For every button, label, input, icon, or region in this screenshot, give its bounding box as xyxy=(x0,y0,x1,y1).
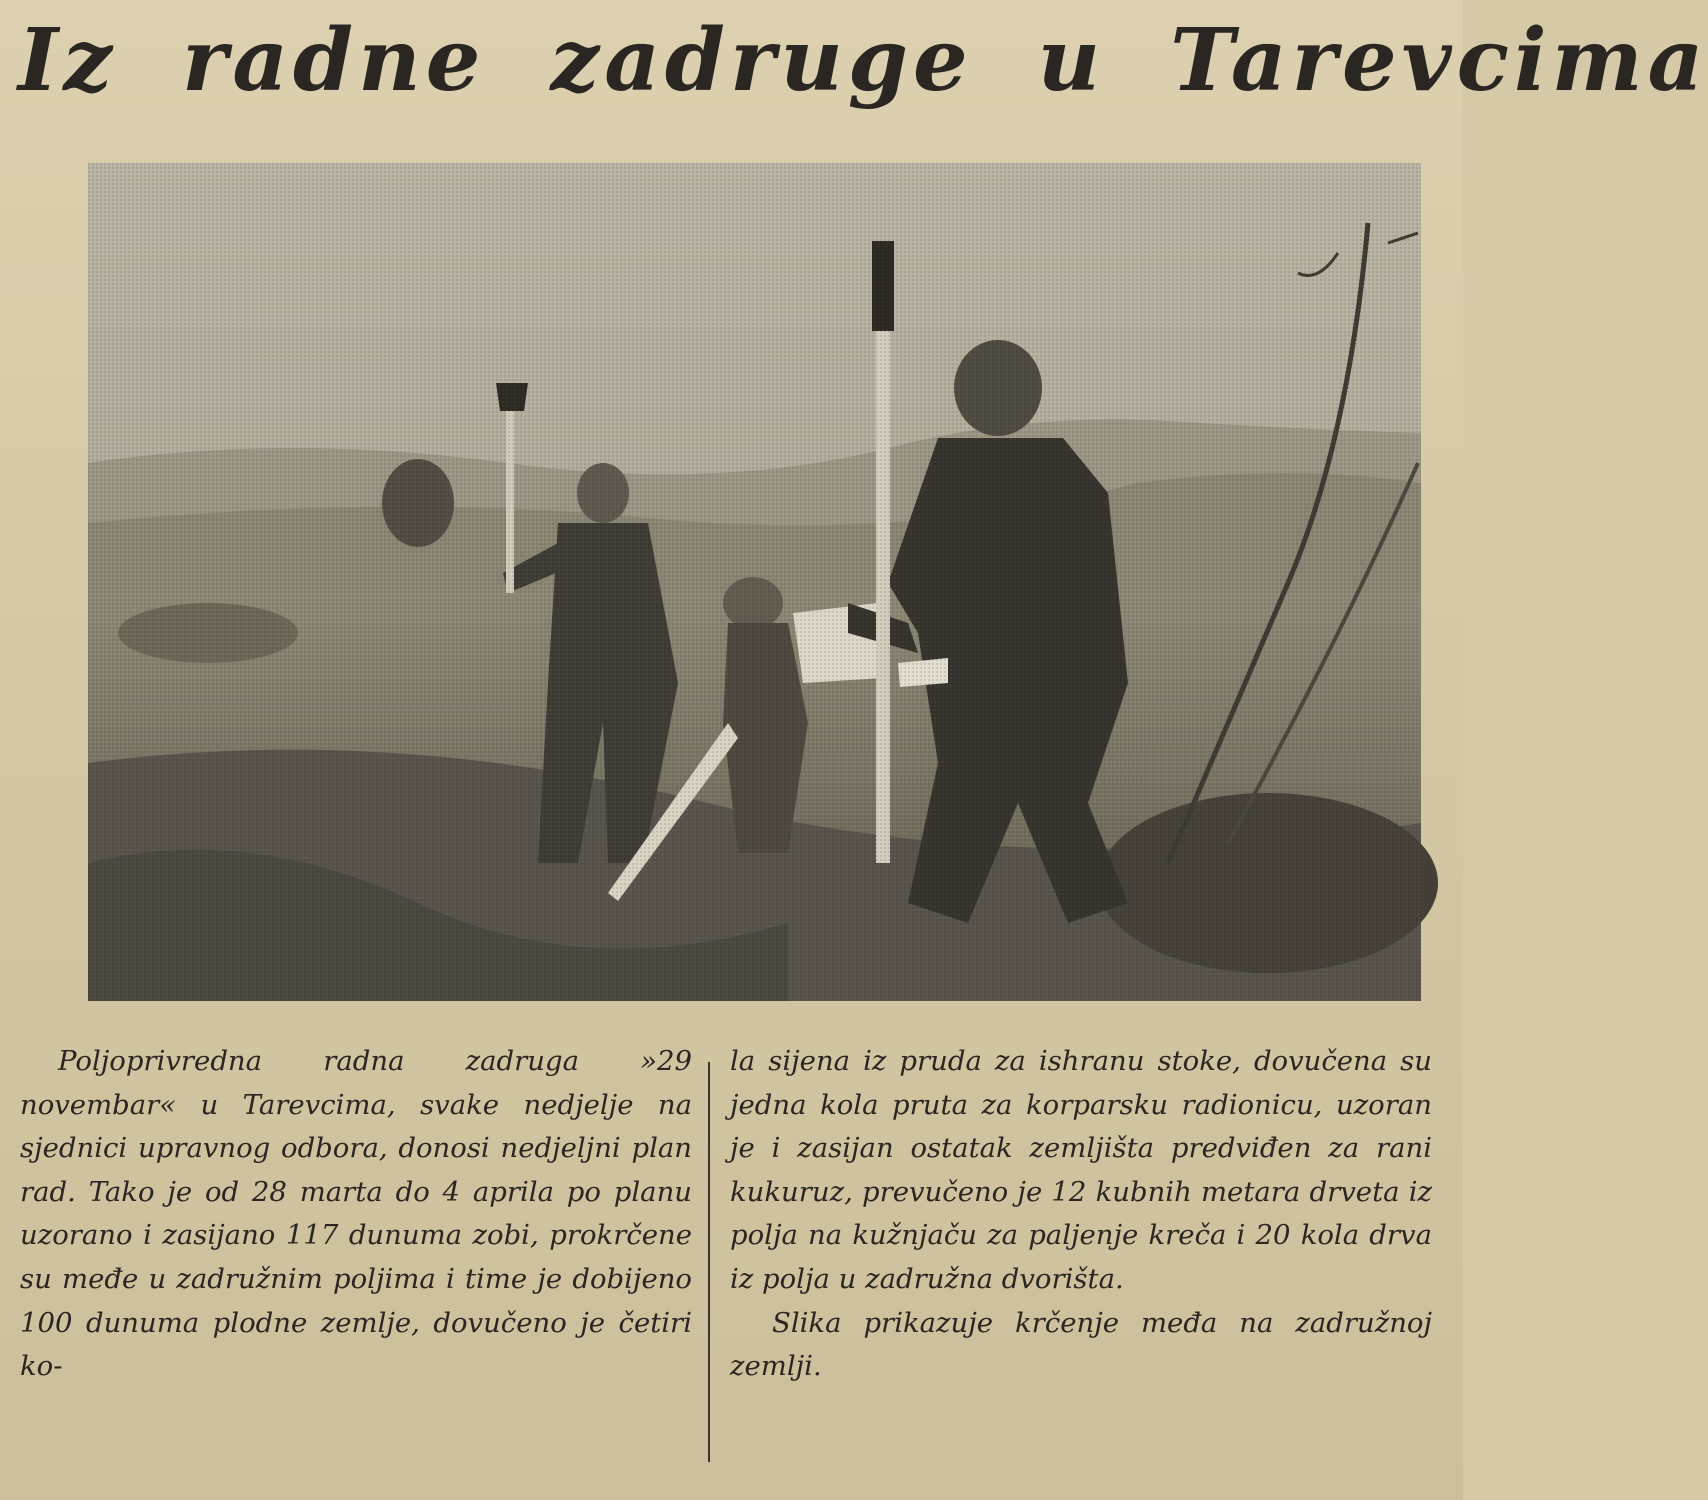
right-column-text: la sijena iz pruda za ishranu stoke, dovučena su jedna kola pruta za korparsku radionicu, uzoran je i zasijan ostatak zemljišta predviđen za rani kukuruz, prevučeno je 12 kubnih metara drveta iz polja na kužnjaču za paljenje kreča i 20 kola drva iz polja u zadružna dvorišta. xyxy=(730,1045,1432,1295)
article-body xyxy=(20,1040,1440,1490)
left-column-text: Poljoprivredna radna zadruga »29 novembar« u Tarevcima, svake nedjelje na sjednici upravnog odbora, donosi nedjeljni plan rad. Tako je od 28 marta do 4 aprila po planu uzorano i zasijano 117 dunuma zobi, prokrčene su međe u zadružnim poljima i time je dobijeno 100 dunuma plodne zemlje, dovučeno je četiri ko- xyxy=(20,1045,692,1383)
photo-illustration xyxy=(88,163,1421,1001)
photo-caption: Slika prikazuje krčenje međa na zadružnoj zemlji. xyxy=(730,1306,1432,1383)
column-divider xyxy=(708,1062,710,1462)
article-column-left xyxy=(20,1040,692,1389)
article-headline: Iz radne zadruge u Tarevcima xyxy=(18,10,1708,111)
article-column-right xyxy=(730,1040,1432,1389)
article-photo xyxy=(88,163,1421,1001)
